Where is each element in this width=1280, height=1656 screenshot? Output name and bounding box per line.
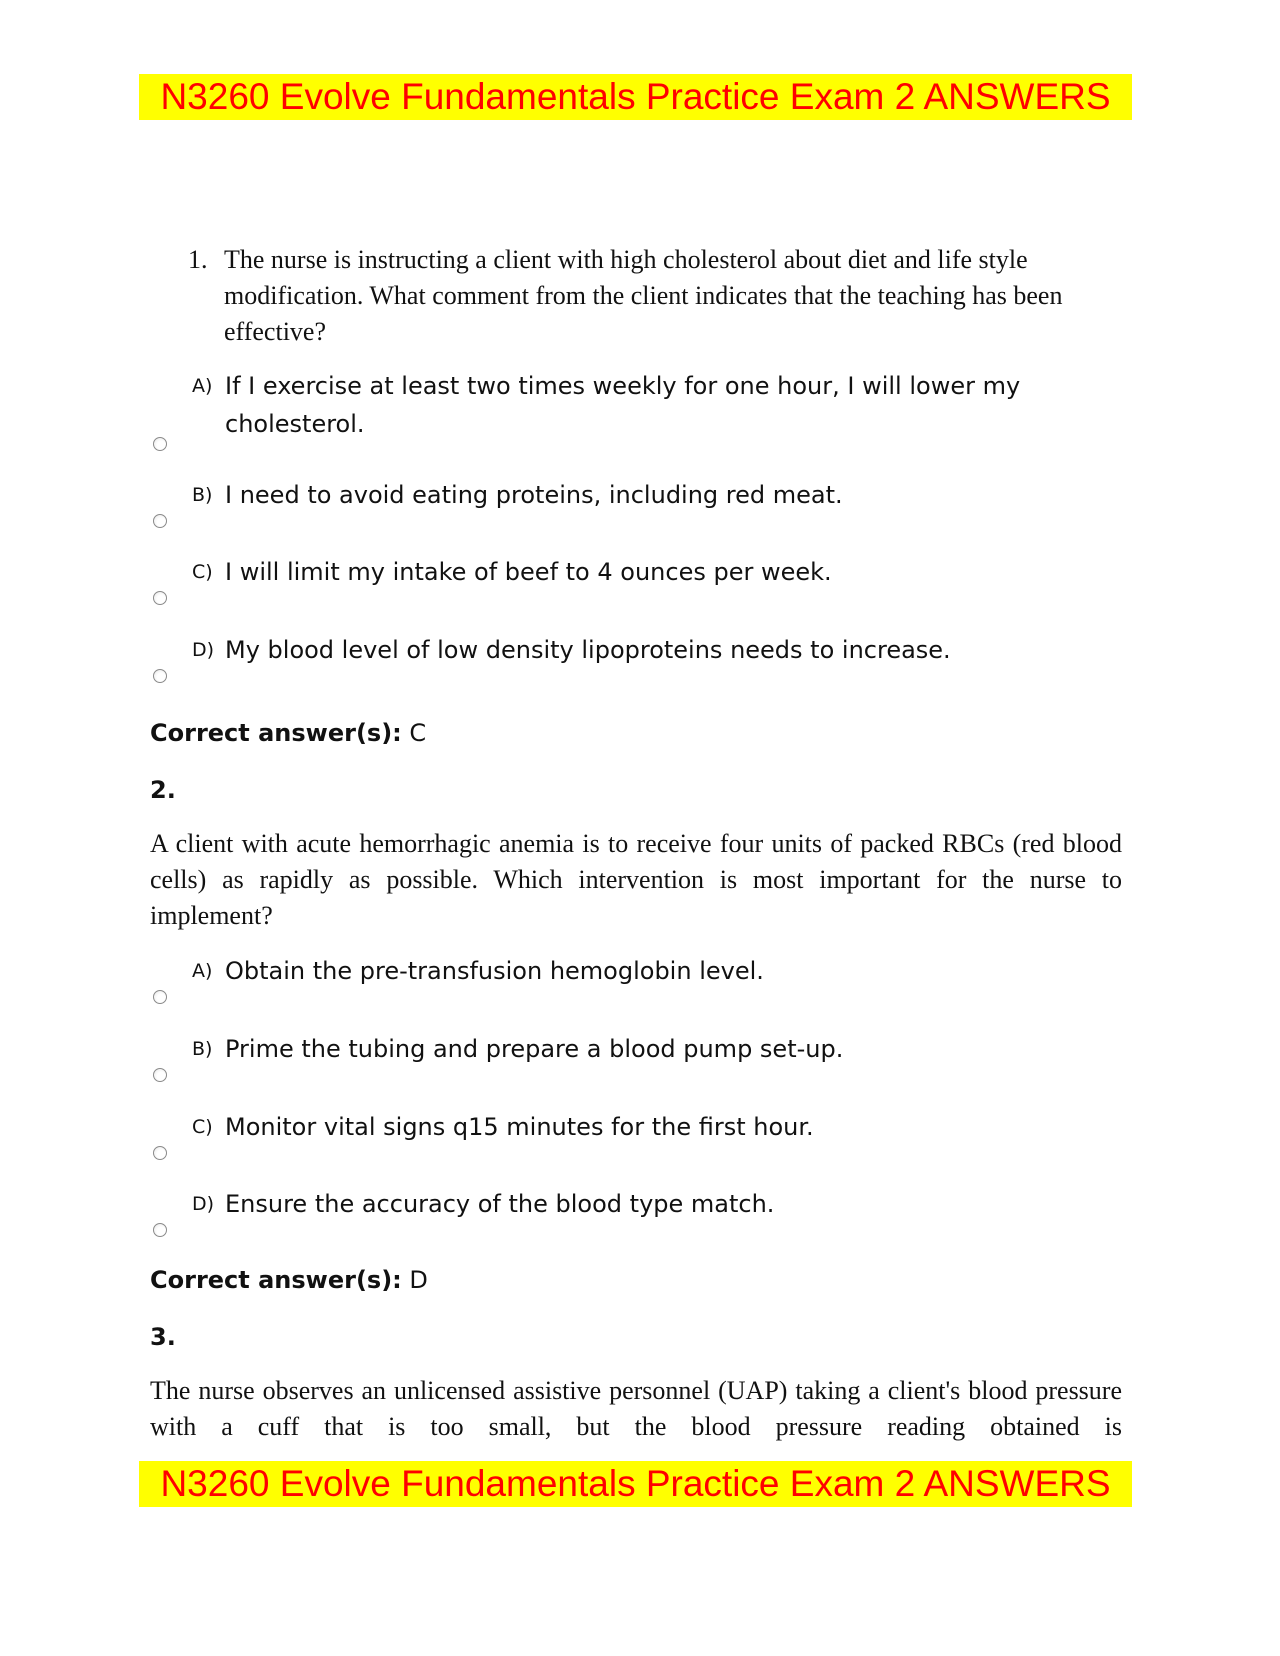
- option-text: I need to avoid eating proteins, including red meat.: [225, 481, 843, 509]
- option-text: Ensure the accuracy of the blood type match.: [225, 1190, 775, 1218]
- q1-option-d-radio[interactable]: [153, 669, 167, 683]
- option-text: Obtain the pre-transfusion hemoglobin level.: [225, 957, 764, 985]
- q1-option-d: [192, 631, 1045, 669]
- correct-answer-value: C: [409, 719, 427, 747]
- option-letter: C): [192, 561, 213, 583]
- option-letter: C): [192, 1116, 213, 1138]
- q2-correct-answer: [150, 1263, 428, 1297]
- question-1-stem: [188, 242, 1068, 350]
- option-text: Monitor vital signs q15 minutes for the first hour.: [225, 1113, 814, 1141]
- question-2-stem: A client with acute hemorrhagic anemia is to receive four units of packed RBCs (red blood cells) as rapidly as possible. Which intervention is most important for the nurse to implement?: [150, 829, 1122, 930]
- q2-option-b-radio[interactable]: [153, 1068, 167, 1082]
- q1-option-b-radio[interactable]: [153, 514, 167, 528]
- q1-option-b: [192, 476, 1045, 514]
- q2-option-d: [192, 1185, 1045, 1223]
- option-text: Prime the tubing and prepare a blood pump set-up.: [225, 1035, 844, 1063]
- option-text: My blood level of low density lipoproteins needs to increase.: [225, 636, 951, 664]
- option-letter: B): [192, 1038, 213, 1060]
- option-text: If I exercise at least two times weekly for one hour, I will lower my cholesterol.: [225, 372, 1021, 438]
- question-3-number: 3.: [150, 1323, 176, 1351]
- question-1-text: The nurse is instructing a client with high cholesterol about diet and life style modification. What comment from the client indicates that the teaching has been effective?: [224, 245, 1063, 346]
- q1-correct-answer: [150, 716, 426, 750]
- correct-answer-label: Correct answer(s):: [150, 719, 402, 747]
- q1-option-c-radio[interactable]: [153, 591, 167, 605]
- question-2-number: 2.: [150, 776, 176, 804]
- option-letter: D): [192, 1193, 215, 1215]
- q2-option-c-radio[interactable]: [153, 1146, 167, 1160]
- q1-option-a-radio[interactable]: [153, 437, 167, 451]
- option-letter: B): [192, 484, 213, 506]
- option-letter: D): [192, 639, 215, 661]
- q2-option-b: [192, 1030, 1045, 1068]
- q2-option-a-radio[interactable]: [153, 990, 167, 1004]
- q2-option-d-radio[interactable]: [153, 1223, 167, 1237]
- q2-option-c: [192, 1108, 1045, 1146]
- q1-option-a: [192, 367, 1045, 443]
- header-banner: N3260 Evolve Fundamentals Practice Exam 2 ANSWERS: [139, 74, 1132, 120]
- q2-option-a: [192, 952, 1045, 990]
- option-letter: A): [192, 375, 213, 397]
- correct-answer-value: D: [409, 1266, 428, 1294]
- question-3-stem: The nurse observes an unlicensed assistive personnel (UAP) taking a client's blood pressure with a cuff that is too small, but the blood pressure reading obtained is: [150, 1376, 1122, 1441]
- correct-answer-label: Correct answer(s):: [150, 1266, 402, 1294]
- q1-option-c: [192, 553, 1045, 591]
- question-1-number: 1.: [188, 245, 208, 274]
- option-letter: A): [192, 960, 213, 982]
- footer-banner: N3260 Evolve Fundamentals Practice Exam 2 ANSWERS: [139, 1461, 1132, 1507]
- option-text: I will limit my intake of beef to 4 ounces per week.: [225, 558, 832, 586]
